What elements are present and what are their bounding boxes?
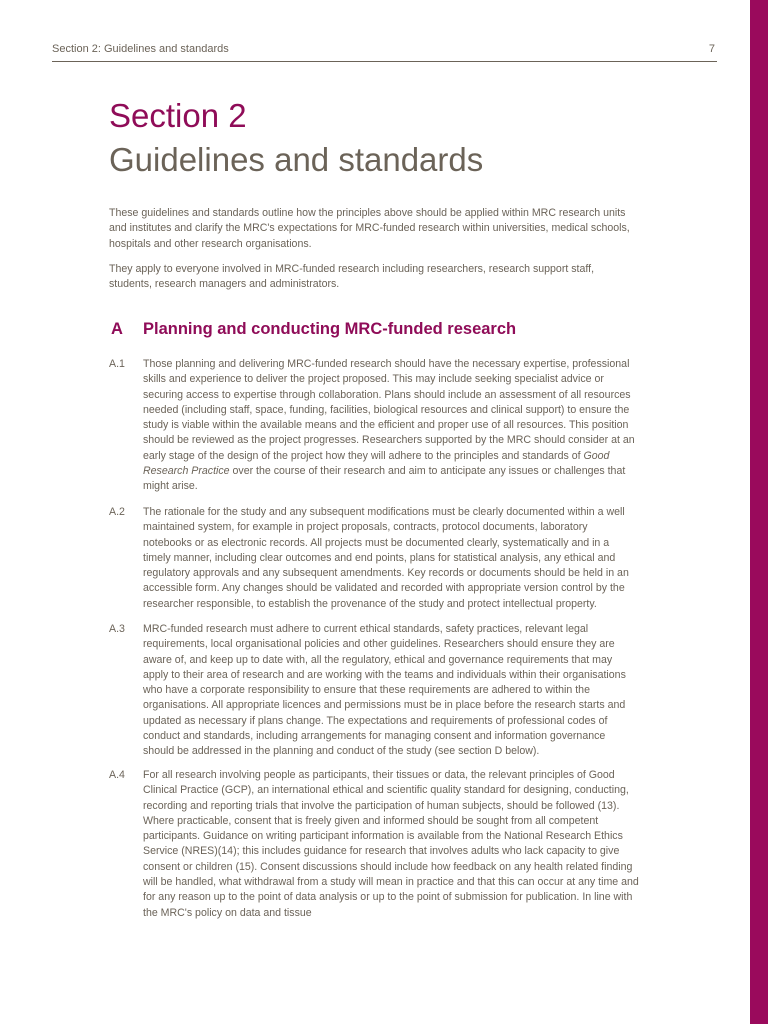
running-header xyxy=(52,41,717,62)
clause-text: The rationale for the study and any subsequent modifications must be clearly documented within a well maintained system, for example in project proposals, contracts, protocol documents, laboratory notebooks or as electronic records. All projects must be documented clearly, systematically and in a timely manner, including clear outcomes and end points, plans for statistical analysis, any ethical and regulatory approvals and any subsequent amendments. Key records or documents should be held in an accessible form. Any changes should be validated and recorded with appropriate version control by the researcher responsible, to establish the provenance of the study and protect intellectual property. xyxy=(143,506,629,610)
clause-number: A.1 xyxy=(109,358,125,370)
section-number: Section 2 xyxy=(109,97,247,134)
accent-side-bar xyxy=(750,0,768,1024)
intro-paragraph-2: They apply to everyone involved in MRC-funded research including researchers, research support staff, students, research managers and administrators. xyxy=(109,262,595,291)
running-title: Section 2: Guidelines and standards xyxy=(52,43,229,55)
subsection-title: Planning and conducting MRC-funded research xyxy=(143,320,517,338)
clause-number: A.4 xyxy=(109,769,125,781)
clause-text: For all research involving people as participants, their tissues or data, the relevant principles of Good Clinical Practice (GCP), an international ethical and scientific quality standard for designing, conducting, recording and reporting trials that involve the participation of human subjects, should be followed (13). Where practicable, consent that is freely given and informed should be sought from all competent participants. Guidance on writing participant information is available from the National Research Ethics Service (NRES)(14); this includes guidance for research that involves adults who lack capacity to give consent or children (15). Consent discussions should include how feedback on any health related finding will be handled, what withdrawal from a study will mean in practice and that this can occur at any time and for any reason up to the point of data analysis or up to the point of submission for publication. In line with the MRC's policy on data and tissue xyxy=(143,769,639,919)
clause-number: A.3 xyxy=(109,623,125,635)
clause-text xyxy=(143,357,639,495)
subsection-heading xyxy=(109,320,709,344)
clause-text-italic: Good Research Practice xyxy=(143,449,610,478)
page-number: 7 xyxy=(708,43,715,55)
intro-paragraph-1: These guidelines and standards outline how the principles above should be applied within MRC research units and institutes and clarify the MRC's expectations for MRC-funded research within universities, medical schools, hospitals and other research organisations. xyxy=(109,207,630,250)
subsection-letter: A xyxy=(111,320,123,338)
clause-number: A.2 xyxy=(109,506,125,518)
intro-text xyxy=(109,206,637,302)
section-title: Guidelines and standards xyxy=(109,141,484,178)
clause-text-part: Those planning and delivering MRC-funded research should have the necessary expertise, professional skills and experience to deliver the project proposed. This may include seeking specialist advice or securing access to expertise through collaboration. Plans should include an assessment of all resources needed (including staff, space, funding, facilities, biological resources and clinical support) to ensure the study is viable within the available means and the efficient and proper use of all resources. This position should be reviewed as the project progresses. Researchers supported by the MRC should consider at an early stage of the design of the project how they will adhere to the principles and standards of xyxy=(143,358,635,462)
clause-text: MRC-funded research must adhere to current ethical standards, safety practices, relevant legal requirements, local organisational policies and other guidelines. Researchers should ensure they are aware of, and keep up to date with, all the regulatory, ethical and governance requirements that may apply to their area of research and are working with the teams and individuals within their organisations who have a corporate responsibility to ensure that these requirements are adhered to within the organisations. All appropriate licences and permissions must be in place before the research starts and updated as necessary if plans change. The expectations and requirements of professional codes of conduct and standards, including arrangements for managing consent and information governance should be addressed in the planning and conduct of the study (see section D below). xyxy=(143,623,626,758)
clause-text-part: over the course of their research and aim to anticipate any issues or challenges that might arise. xyxy=(143,465,626,493)
